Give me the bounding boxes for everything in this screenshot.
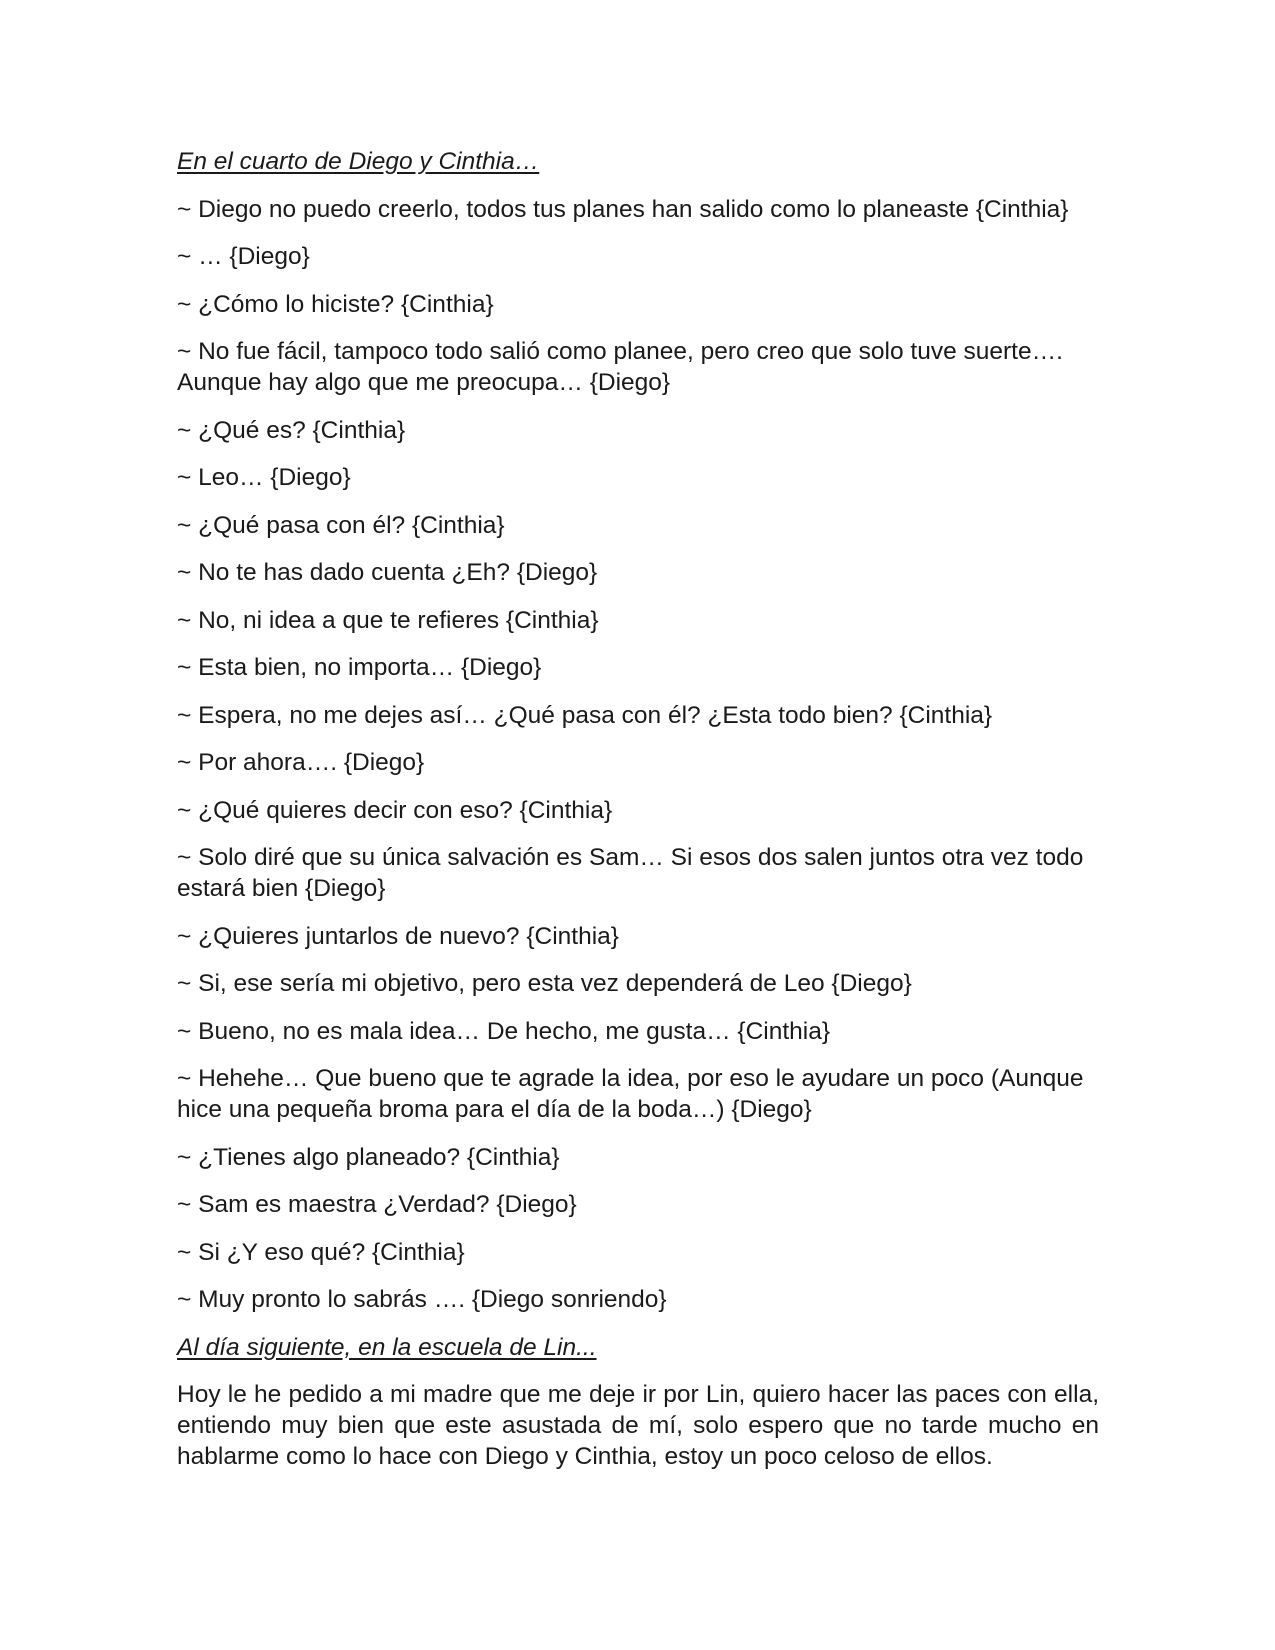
scene-heading: En el cuarto de Diego y Cinthia… [177,148,540,175]
dialogue-line: ~ Si ¿Y eso qué? {Cinthia} [177,1238,465,1266]
dialogue-line: ~ ¿Cómo lo hiciste? {Cinthia} [177,290,494,318]
dialogue-line: ~ … {Diego} [177,243,310,270]
dialogue-line: ~ Bueno, no es mala idea… De hecho, me gusta… {Cinthia} [177,1017,831,1045]
dialogue-line: ~ Si, ese sería mi objetivo, pero esta vez dependerá de Leo {Diego} [177,970,912,997]
dialogue-line: ~ Muy pronto lo sabrás …. {Diego sonriendo} [177,1286,667,1313]
dialogue-line: ~ Diego no puedo creerlo, todos tus planes han salido como lo planeaste {Cinthia} [177,195,1069,223]
dialogue-line: ~ Leo… {Diego} [177,464,351,491]
dialogue-line: ~ Espera, no me dejes así… ¿Qué pasa con él? ¿Esta todo bien? {Cinthia} [177,701,993,729]
dialogue-line: ~ Sam es maestra ¿Verdad? {Diego} [177,1191,577,1218]
dialogue-line: ~ Hehehe… Que bueno que te agrade la idea, por eso le ayudare un poco (Aunque hice una pequeña broma para el día de la boda…) {Diego} [177,1065,1084,1123]
dialogue-line: ~ ¿Tienes algo planeado? {Cinthia} [177,1143,560,1171]
scene-heading: Al día siguiente, en la escuela de Lin... [177,1333,597,1361]
dialogue-line: ~ ¿Quieres juntarlos de nuevo? {Cinthia} [177,922,619,950]
dialogue-line: ~ ¿Qué pasa con él? {Cinthia} [177,511,505,539]
narrative-paragraph: Hoy le he pedido a mi madre que me deje ir por Lin, quiero hacer las paces con ella, entiendo muy bien que este asustada de mí, solo espero que no tarde mucho en hablarme como lo hace con Diego y Cinthia, estoy un poco celoso de ellos. [177,1381,1099,1470]
dialogue-line: ~ Solo diré que su única salvación es Sam… Si esos dos salen juntos otra vez todo estará bien {Diego} [177,844,1084,902]
dialogue-line: ~ No, ni idea a que te refieres {Cinthia} [177,606,599,634]
dialogue-line: ~ Por ahora…. {Diego} [177,749,425,776]
dialogue-line: ~ ¿Qué es? {Cinthia} [177,416,406,444]
dialogue-line: ~ Esta bien, no importa… {Diego} [177,654,542,681]
document-body [177,146,1099,1472]
dialogue-line: ~ No te has dado cuenta ¿Eh? {Diego} [177,559,598,586]
dialogue-line: ~ ¿Qué quieres decir con eso? {Cinthia} [177,796,613,824]
dialogue-line: ~ No fue fácil, tampoco todo salió como planee, pero creo que solo tuve suerte…. Aunque hay algo que me preocupa… {Diego} [177,338,1063,396]
